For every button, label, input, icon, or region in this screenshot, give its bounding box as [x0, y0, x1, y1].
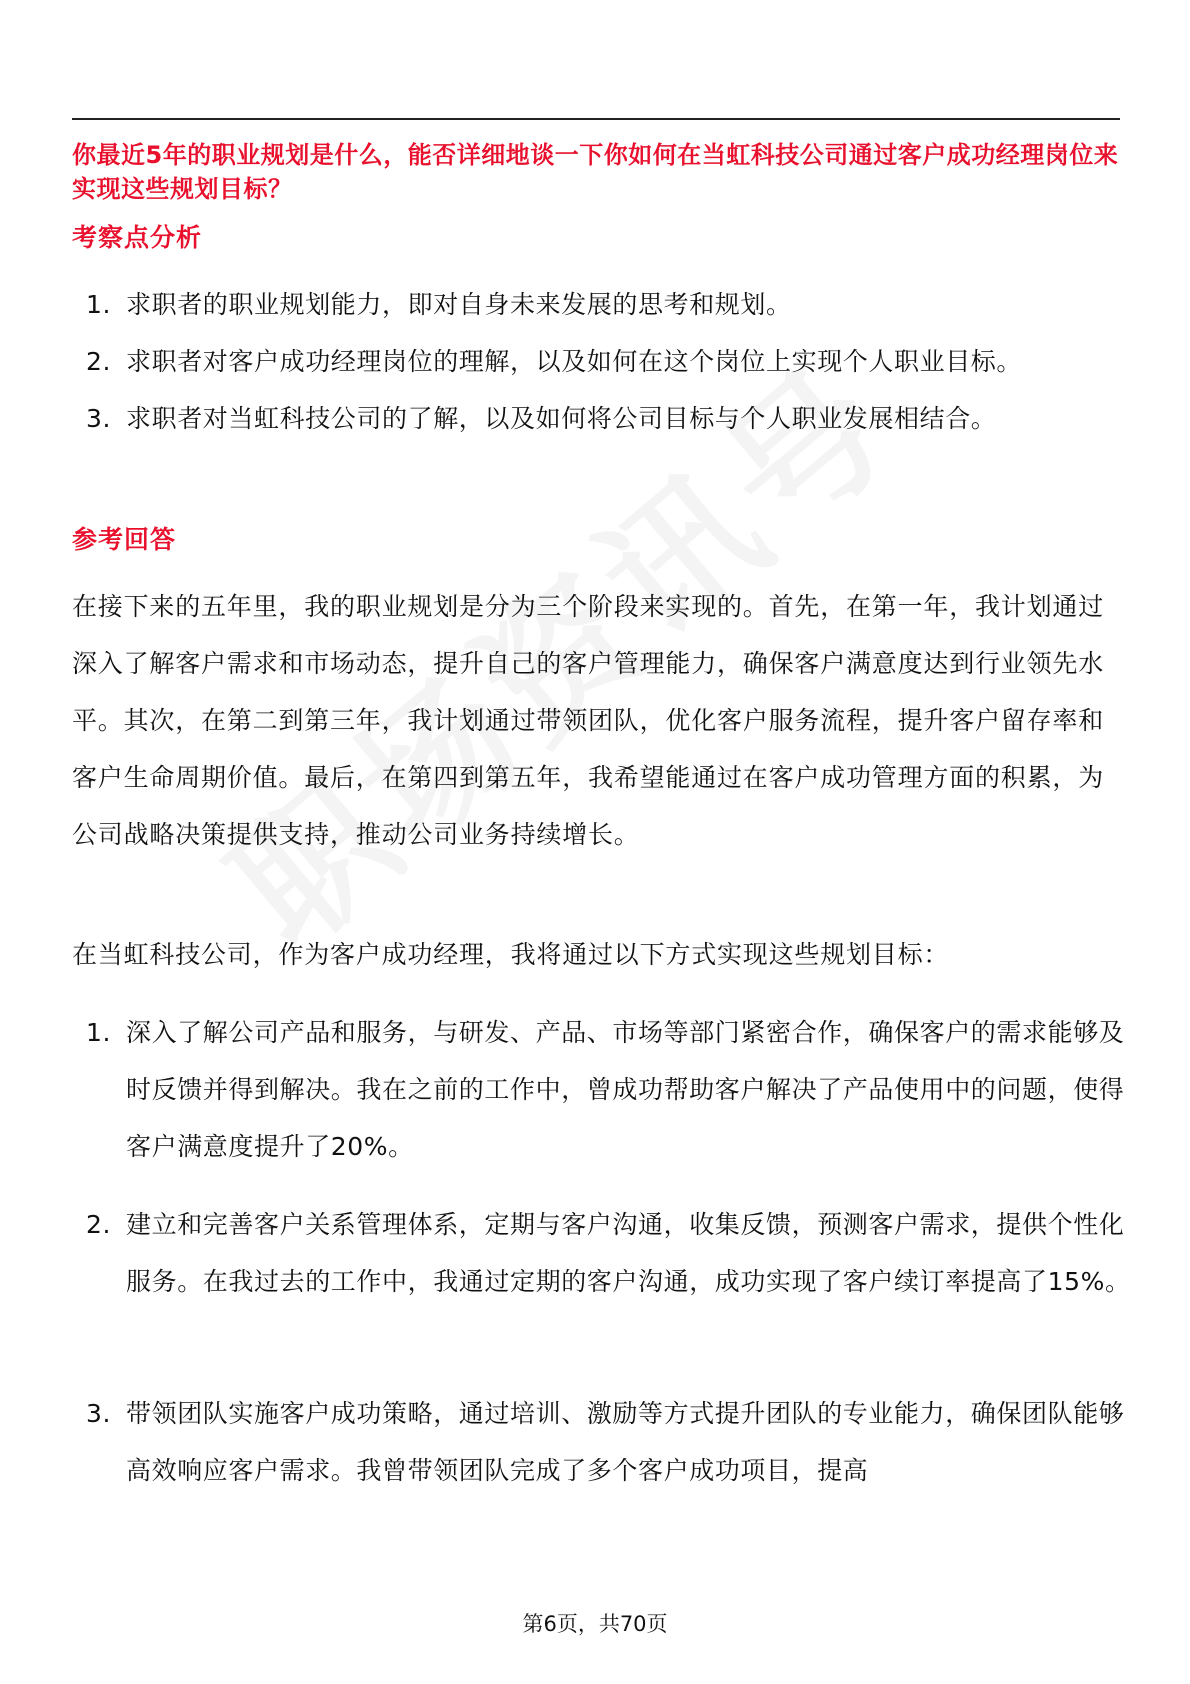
list-item: [72, 333, 1132, 390]
answer-paragraph-2: 在当虹科技公司，作为客户成功经理，我将通过以下方式实现这些规划目标：: [72, 940, 950, 969]
list-item: [72, 1004, 1132, 1175]
analysis-heading: 考察点分析: [72, 223, 203, 252]
list-item-text: 带领团队实施客户成功策略，通过培训、激励等方式提升团队的专业能力，确保团队能够高效响应客户需求。我曾带领团队完成了多个客户成功项目，提高: [126, 1399, 1125, 1485]
list-item-text: 建立和完善客户关系管理体系，定期与客户沟通，收集反馈，预测客户需求，提供个性化服务。在我过去的工作中，我通过定期的客户沟通，成功实现了客户续订率提高了15%。: [126, 1210, 1131, 1296]
analysis-list: [72, 276, 1132, 447]
answer-list: [72, 1385, 1132, 1499]
list-item-text: 求职者的职业规划能力，即对自身未来发展的思考和规划。: [126, 290, 792, 319]
list-item-number: 2.: [86, 1210, 112, 1239]
list-item-text: 求职者对客户成功经理岗位的理解，以及如何在这个岗位上实现个人职业目标。: [126, 347, 1023, 376]
list-item-number: 1.: [86, 290, 112, 319]
answer-heading: 参考回答: [72, 525, 177, 554]
list-item-number: 3.: [86, 404, 112, 433]
list-item: [72, 276, 1132, 333]
list-item: [72, 1196, 1132, 1310]
page-footer: 第6页，共70页: [522, 1612, 668, 1636]
answer-paragraph-1: 在接下来的五年里，我的职业规划是分为三个阶段来实现的。首先，在第一年，我计划通过深入了解客户需求和市场动态，提升自己的客户管理能力，确保客户满意度达到行业领先水平。其次，在第二到第三年，我计划通过带领团队，优化客户服务流程，提升客户留存率和客户生命周期价值。最后，在第四到第五年，我希望能通过在客户成功管理方面的积累，为公司战略决策提供支持，推动公司业务持续增长。: [72, 592, 1105, 849]
list-item-number: 2.: [86, 347, 112, 376]
list-item-number: 3.: [86, 1399, 112, 1428]
list-item: [72, 1385, 1132, 1499]
list-item-text: 深入了解公司产品和服务，与研发、产品、市场等部门紧密合作，确保客户的需求能够及时反馈并得到解决。我在之前的工作中，曾成功帮助客户解决了产品使用中的问题，使得客户满意度提升了20%。: [126, 1018, 1125, 1161]
list-item-number: 1.: [86, 1018, 112, 1047]
answer-list: [72, 1004, 1132, 1175]
question-title: 你最近5年的职业规划是什么，能否详细地谈一下你如何在当虹科技公司通过客户成功经理岗位来实现这些规划目标？: [72, 141, 1119, 203]
answer-list: [72, 1196, 1132, 1310]
top-rule: [72, 118, 1120, 120]
list-item-text: 求职者对当虹科技公司的了解，以及如何将公司目标与个人职业发展相结合。: [126, 404, 997, 433]
list-item: [72, 390, 1132, 447]
